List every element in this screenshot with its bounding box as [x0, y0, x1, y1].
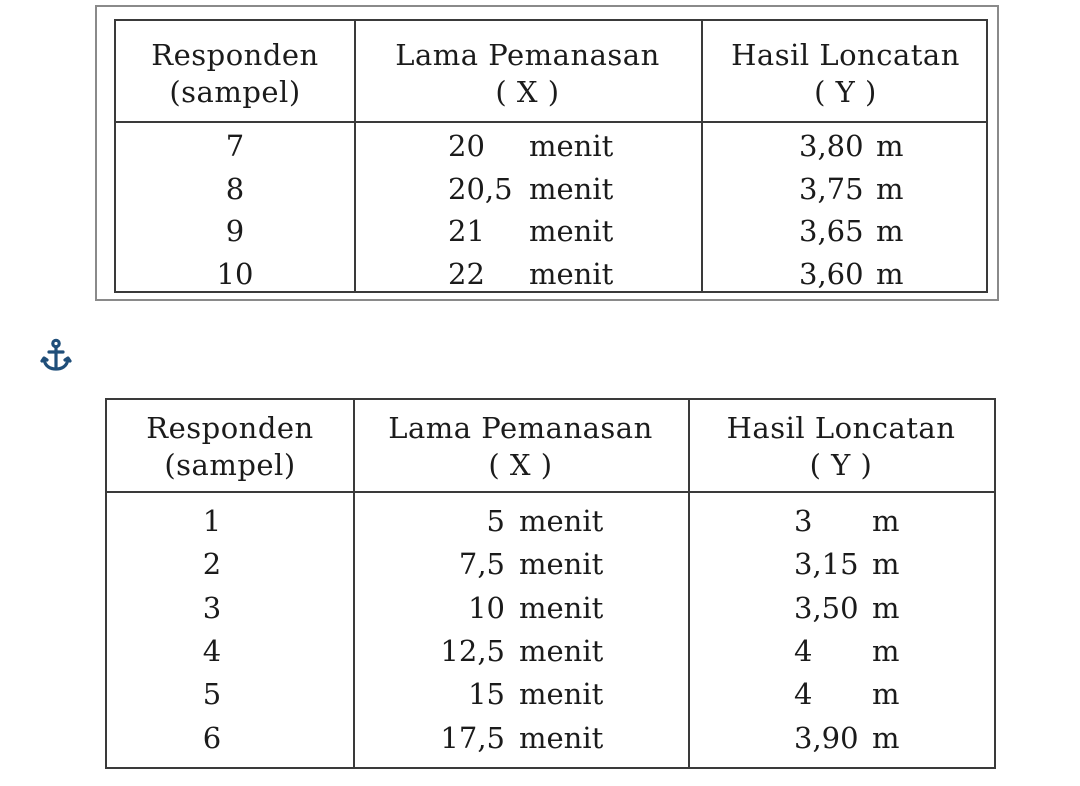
cell-x-unit: menit [529, 129, 614, 163]
table-header [107, 400, 994, 493]
cell-y-unit: m [876, 214, 904, 248]
header-text: (sampel) [164, 448, 296, 482]
table-bottom [105, 398, 996, 769]
cell-y-unit: m [872, 720, 900, 755]
cell-x-value: 20 [448, 129, 485, 163]
header-hasil-loncatan [688, 410, 994, 484]
cell-x-value: 15 [468, 677, 505, 712]
cell-y-unit: m [876, 129, 904, 163]
column-divider [353, 400, 355, 767]
cell-y-unit: m [872, 547, 900, 582]
cell-y-value: 3,90 [794, 720, 859, 755]
cell-x-unit: menit [519, 504, 604, 538]
cell-responden: 3 [202, 590, 222, 625]
header-text: Lama Pemanasan [395, 38, 660, 72]
header-hasil-loncatan [701, 37, 990, 111]
cell-y-unit: m [872, 677, 900, 712]
table-top-frame [95, 5, 999, 301]
cell-y-value: 3,75 [799, 171, 864, 206]
cell-x-value: 10 [468, 590, 505, 625]
header-text: ( X ) [495, 75, 560, 109]
cell-responden: 1 [202, 504, 222, 538]
header-text: Responden [146, 411, 314, 445]
cell-y-value: 4 [794, 677, 813, 712]
column-divider [688, 400, 690, 767]
cell-x-value: 21 [448, 214, 485, 248]
header-text: (sampel) [169, 75, 301, 109]
cell-y-unit: m [876, 171, 904, 206]
cell-y-unit: m [872, 590, 900, 625]
cell-x-unit: menit [519, 633, 604, 668]
cell-y-value: 3,80 [799, 129, 864, 163]
column-divider [354, 21, 356, 291]
cell-x-value: 17,5 [440, 720, 505, 755]
header-text: ( Y ) [809, 448, 873, 482]
header-lama-pemanasan [353, 410, 688, 484]
cell-y-value: 3,50 [794, 590, 859, 625]
header-text: ( X ) [488, 448, 553, 482]
cell-responden: 9 [225, 214, 245, 248]
cell-y-value: 3 [794, 504, 813, 538]
cell-y-value: 3,60 [799, 256, 864, 291]
column-divider [701, 21, 703, 291]
cell-x-unit: menit [529, 214, 614, 248]
cell-y-value: 4 [794, 633, 813, 668]
cell-y-unit: m [872, 504, 900, 538]
header-text: Responden [151, 38, 319, 72]
cell-x-value: 22 [448, 256, 485, 291]
header-text: Hasil Loncatan [726, 411, 956, 445]
cell-responden: 2 [202, 547, 222, 582]
cell-x-value: 7,5 [458, 547, 505, 582]
cell-y-value: 3,15 [794, 547, 859, 582]
cell-y-unit: m [876, 256, 904, 291]
header-text: Hasil Loncatan [731, 38, 960, 72]
table-header [116, 21, 986, 123]
header-responden [116, 37, 354, 111]
cell-responden: 4 [202, 633, 222, 668]
cell-x-value: 12,5 [440, 633, 505, 668]
header-responden [107, 410, 353, 484]
cell-x-unit: menit [529, 256, 614, 291]
cell-x-value: 5 [486, 504, 505, 538]
cell-responden: 6 [202, 720, 222, 755]
header-text: ( Y ) [814, 75, 877, 109]
cell-responden: 7 [225, 129, 245, 163]
header-text: Lama Pemanasan [388, 411, 653, 445]
cell-x-unit: menit [529, 171, 614, 206]
cell-responden: 8 [225, 171, 245, 206]
cell-x-unit: menit [519, 547, 604, 582]
cell-responden: 5 [202, 677, 222, 712]
cell-x-unit: menit [519, 590, 604, 625]
table-top [114, 19, 988, 293]
header-lama-pemanasan [354, 37, 701, 111]
cell-x-unit: menit [519, 720, 604, 755]
cell-x-unit: menit [519, 677, 604, 712]
anchor-icon[interactable] [40, 338, 72, 374]
cell-x-value: 20,5 [448, 171, 513, 206]
cell-y-value: 3,65 [799, 214, 864, 248]
cell-responden: 10 [216, 256, 254, 291]
cell-y-unit: m [872, 633, 900, 668]
anchor-icon-svg [40, 338, 72, 374]
